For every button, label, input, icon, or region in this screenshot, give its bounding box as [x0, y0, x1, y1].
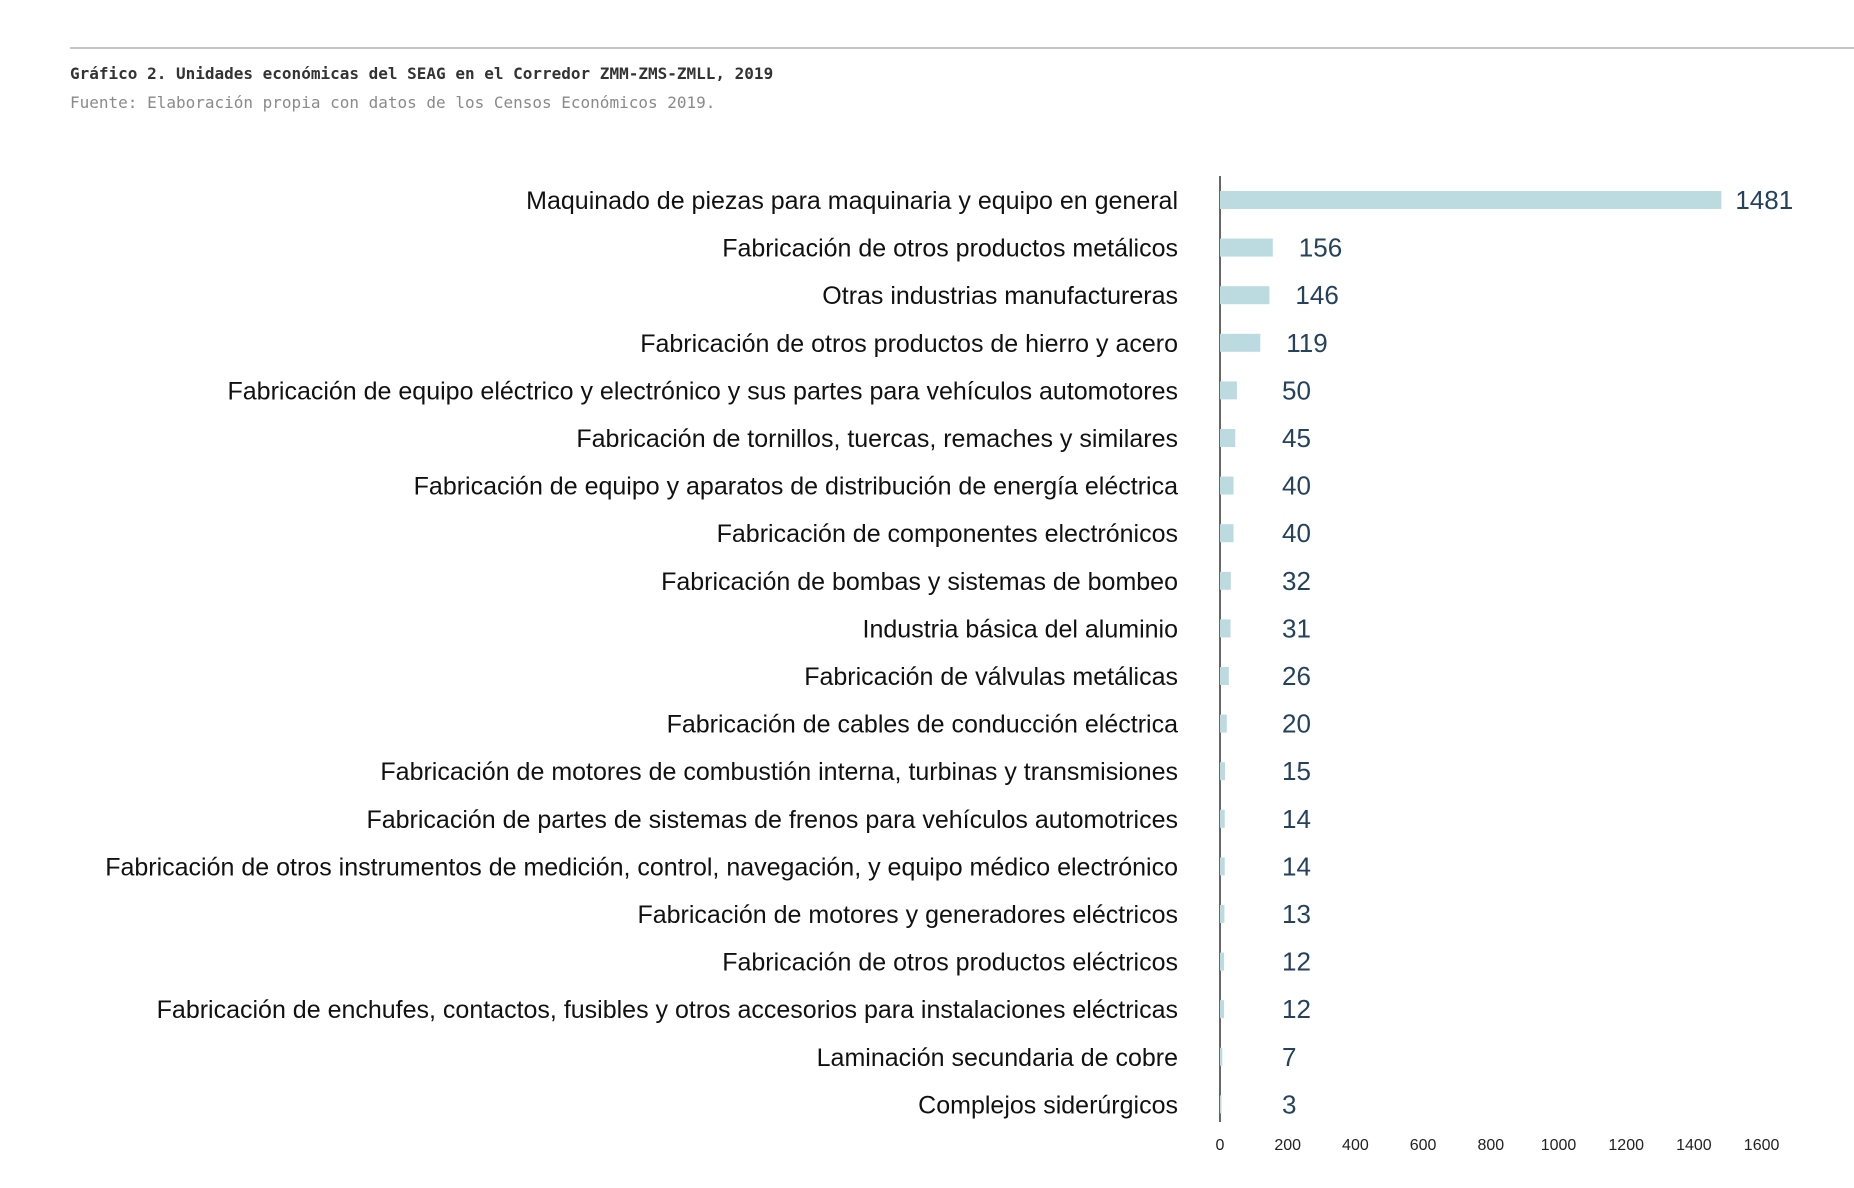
category-label: Fabricación de otros productos eléctricos: [722, 948, 1178, 977]
x-tick-label: 1400: [1676, 1137, 1712, 1154]
bar: [1220, 429, 1235, 447]
category-label: Laminación secundaria de cobre: [816, 1043, 1178, 1072]
value-label: 15: [1282, 756, 1311, 787]
x-tick-label: 600: [1409, 1137, 1437, 1154]
category-label: Fabricación de cables de conducción eléctrica: [666, 710, 1178, 739]
bar: [1220, 286, 1269, 304]
value-label: 26: [1282, 661, 1311, 691]
bar: [1220, 334, 1260, 352]
bar: [1220, 239, 1273, 257]
category-label: Fabricación de bombas y sistemas de bombeo: [661, 567, 1178, 596]
x-tick-label: 1600: [1743, 1137, 1780, 1154]
value-label: 14: [1282, 851, 1311, 882]
category-label: Fabricación de equipo y aparatos de distribución de energía eléctrica: [413, 472, 1178, 501]
category-label: Industria básica del aluminio: [862, 615, 1178, 644]
category-label: Maquinado de piezas para maquinaria y equipo en general: [526, 187, 1178, 215]
x-tick-label: 1200: [1608, 1137, 1644, 1154]
category-label: Fabricación de tornillos, tuercas, remaches y similares: [576, 425, 1178, 453]
x-tick-label: 1000: [1540, 1137, 1577, 1154]
value-label: 119: [1286, 327, 1328, 358]
chart-source: Fuente: Elaboración propia con datos de los Censos Económicos 2019.: [70, 93, 716, 112]
value-label: 32: [1282, 565, 1311, 596]
value-label: 7: [1282, 1041, 1297, 1072]
x-tick-label: 800: [1477, 1137, 1505, 1154]
value-label: 40: [1282, 518, 1311, 549]
value-label: 45: [1282, 423, 1311, 453]
bar: [1220, 762, 1225, 780]
category-label: Fabricación de equipo eléctrico y electrónico y sus partes para vehículos automotores: [227, 377, 1178, 406]
value-label: 14: [1282, 803, 1311, 834]
bar: [1220, 1095, 1222, 1113]
value-label: 12: [1282, 946, 1311, 977]
x-tick-label: 200: [1274, 1137, 1302, 1154]
category-label: Fabricación de partes de sistemas de frenos para vehículos automotrices: [366, 805, 1178, 834]
value-label: 20: [1282, 708, 1311, 739]
bar: [1220, 477, 1234, 495]
category-label: Fabricación de enchufes, contactos, fusibles y otros accesorios para instalaciones eléctricas: [156, 996, 1178, 1025]
value-label: 40: [1282, 470, 1311, 501]
value-label: 146: [1295, 280, 1339, 311]
value-label: 50: [1282, 375, 1311, 406]
category-label: Fabricación de motores de combustión interna, turbinas y transmisiones: [380, 758, 1178, 787]
bar: [1220, 810, 1225, 828]
bar: [1220, 667, 1229, 685]
chart-title: Gráfico 2. Unidades económicas del SEAG en el Corredor ZMM-ZMS-ZMLL, 2019: [70, 64, 774, 83]
bar: [1220, 191, 1721, 209]
bar: [1220, 857, 1225, 875]
value-label: 3: [1282, 1089, 1297, 1120]
category-label: Fabricación de otros productos metálicos: [722, 234, 1178, 263]
bar: [1220, 1048, 1222, 1066]
x-tick-label: 0: [1215, 1137, 1225, 1154]
bar: [1220, 619, 1230, 637]
bar: [1220, 381, 1237, 399]
bar: [1220, 572, 1231, 590]
bar: [1220, 1000, 1224, 1018]
value-label: 1481: [1735, 185, 1794, 215]
value-label: 31: [1282, 613, 1311, 644]
value-label: 13: [1282, 899, 1311, 929]
category-label: Fabricación de otros instrumentos de medición, control, navegación, y equipo médico electrónico: [105, 853, 1178, 882]
category-label: Complejos siderúrgicos: [918, 1091, 1178, 1120]
category-label: Fabricación de componentes electrónicos: [716, 520, 1178, 549]
x-tick-label: 400: [1342, 1137, 1369, 1154]
category-label: Fabricación de válvulas metálicas: [804, 663, 1178, 691]
bar: [1220, 953, 1224, 971]
bar: [1220, 905, 1224, 923]
value-label: 12: [1282, 994, 1311, 1025]
bar: [1220, 524, 1234, 542]
category-label: Otras industrias manufactureras: [822, 282, 1178, 311]
bar: [1220, 715, 1227, 733]
value-label: 156: [1298, 232, 1343, 263]
category-label: Fabricación de otros productos de hierro y acero: [640, 329, 1178, 358]
category-label: Fabricación de motores y generadores eléctricos: [637, 901, 1178, 929]
